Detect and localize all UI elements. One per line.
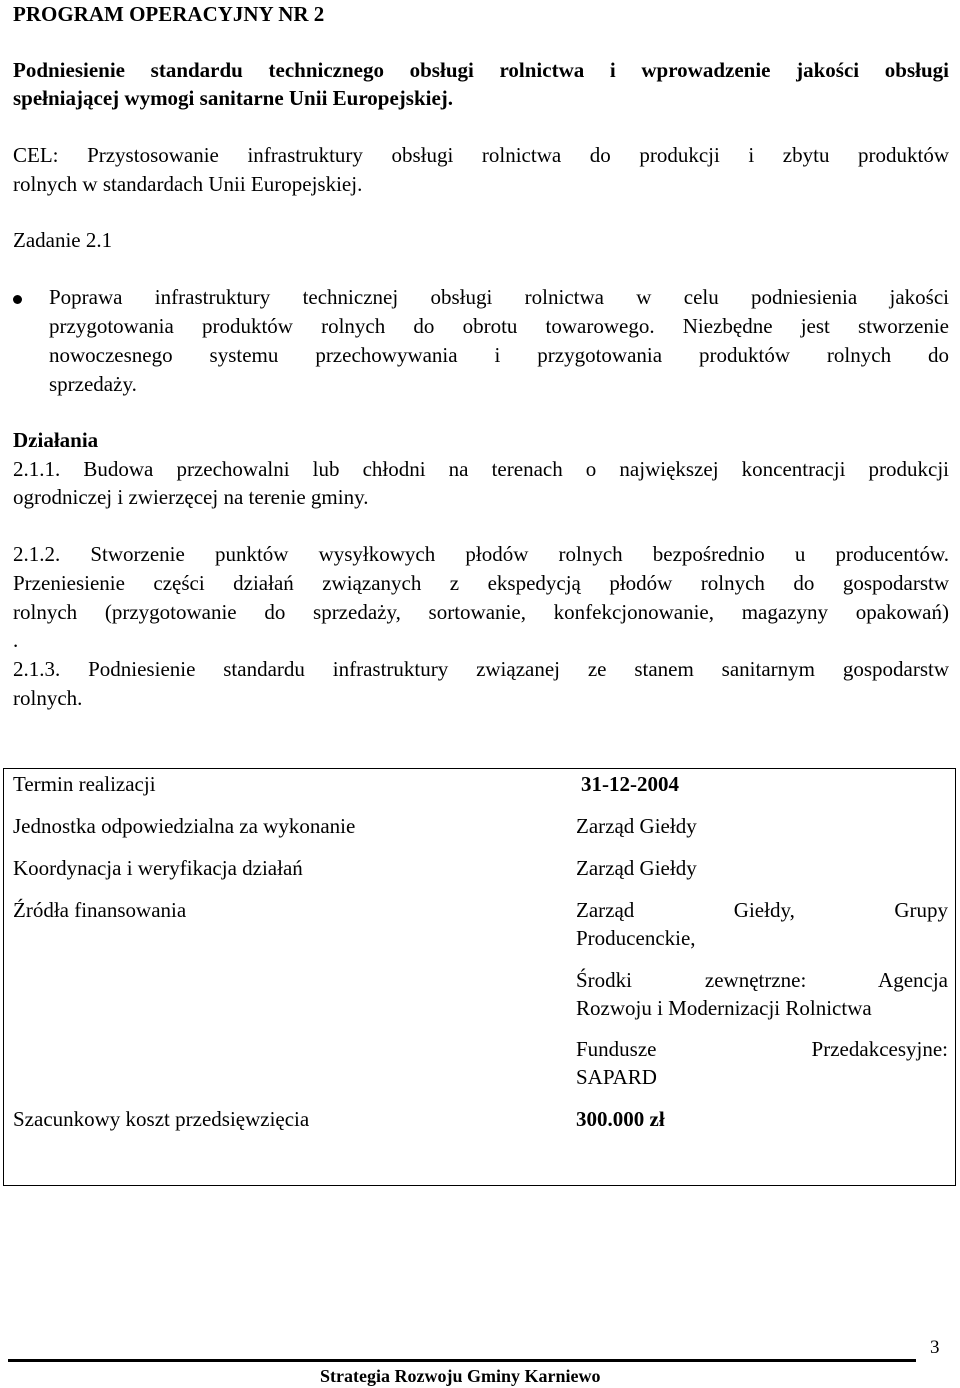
bullet-icon bbox=[13, 295, 22, 304]
coordination-label: Koordynacja i weryfikacja działań bbox=[13, 856, 303, 880]
funding-value-3-line-1: Fundusze Przedakcesyjne: bbox=[576, 1037, 948, 1061]
task-bullet-line-2: przygotowania produktów rolnych do obrotu towarowego. Niezbędne jest stworzenie bbox=[49, 314, 949, 338]
actions-heading: Działania bbox=[13, 428, 99, 452]
funding-value-2-line-1: Środki zewnętrzne: Agencja bbox=[576, 968, 948, 992]
term-label: Termin realizacji bbox=[13, 772, 156, 796]
funding-value-1-line-2: Producenckie, bbox=[576, 926, 696, 950]
coordination-value: Zarząd Giełdy bbox=[576, 856, 697, 880]
page-number: 3 bbox=[930, 1337, 940, 1358]
task-bullet-line-4: sprzedaży. bbox=[49, 372, 137, 396]
term-value: 31-12-2004 bbox=[581, 772, 679, 796]
funding-value-2-line-2: Rozwoju i Modernizacji Rolnictwa bbox=[576, 996, 872, 1020]
action-2-1-2-line-3: rolnych (przygotowanie do sprzedaży, sortowanie, konfekcjonowanie, magazyny opakowań) bbox=[13, 600, 949, 624]
footer-document-title: Strategia Rozwoju Gminy Karniewo bbox=[320, 1366, 601, 1386]
task-bullet-line-1: Poprawa infrastruktury technicznej obsługi rolnictwa w celu podniesienia jakości bbox=[49, 285, 949, 309]
footer-divider bbox=[8, 1359, 916, 1362]
cost-label: Szacunkowy koszt przedsięwzięcia bbox=[13, 1107, 310, 1131]
action-2-1-3-line-2: rolnych. bbox=[13, 686, 83, 710]
funding-value-3-line-2: SAPARD bbox=[576, 1065, 657, 1089]
action-2-1-1-line-2: ogrodniczej i zwierzęcej na terenie gminy. bbox=[13, 485, 369, 509]
program-subtitle-line-2: spełniającej wymogi sanitarne Unii Europejskiej. bbox=[13, 86, 454, 110]
cost-value: 300.000 zł bbox=[576, 1107, 665, 1131]
program-title: PROGRAM OPERACYJNY NR 2 bbox=[13, 2, 325, 26]
funding-value-1-line-1: Zarząd Giełdy, Grupy bbox=[576, 898, 948, 922]
goal-line-2: rolnych w standardach Unii Europejskiej. bbox=[13, 172, 363, 196]
funding-label: Źródła finansowania bbox=[13, 898, 187, 922]
action-2-1-3-line-1: 2.1.3. Podniesienie standardu infrastruktury związanej ze stanem sanitarnym gospodarstw bbox=[13, 657, 949, 681]
goal-line-1: CEL: Przystosowanie infrastruktury obsługi rolnictwa do produkcji i zbytu produktów bbox=[13, 143, 949, 167]
program-subtitle-line-1: Podniesienie standardu technicznego obsługi rolnictwa i wprowadzenie jakości obsługi bbox=[13, 58, 949, 82]
task-title: Zadanie 2.1 bbox=[13, 228, 113, 252]
task-bullet-line-3: nowoczesnego systemu przechowywania i przygotowania produktów rolnych do bbox=[49, 343, 949, 367]
unit-label: Jednostka odpowiedzialna za wykonanie bbox=[13, 814, 356, 838]
action-2-1-2-line-2: Przeniesienie części działań związanych z ekspedycją płodów rolnych do gospodarstw bbox=[13, 571, 949, 595]
unit-value: Zarząd Giełdy bbox=[576, 814, 697, 838]
action-2-1-2-line-1: 2.1.2. Stworzenie punktów wysyłkowych płodów rolnych bezpośrednio u producentów. bbox=[13, 542, 949, 566]
action-2-1-2-line-4: . bbox=[13, 628, 19, 652]
action-2-1-1-line-1: 2.1.1. Budowa przechowalni lub chłodni na terenach o największej koncentracji produkcji bbox=[13, 457, 949, 481]
